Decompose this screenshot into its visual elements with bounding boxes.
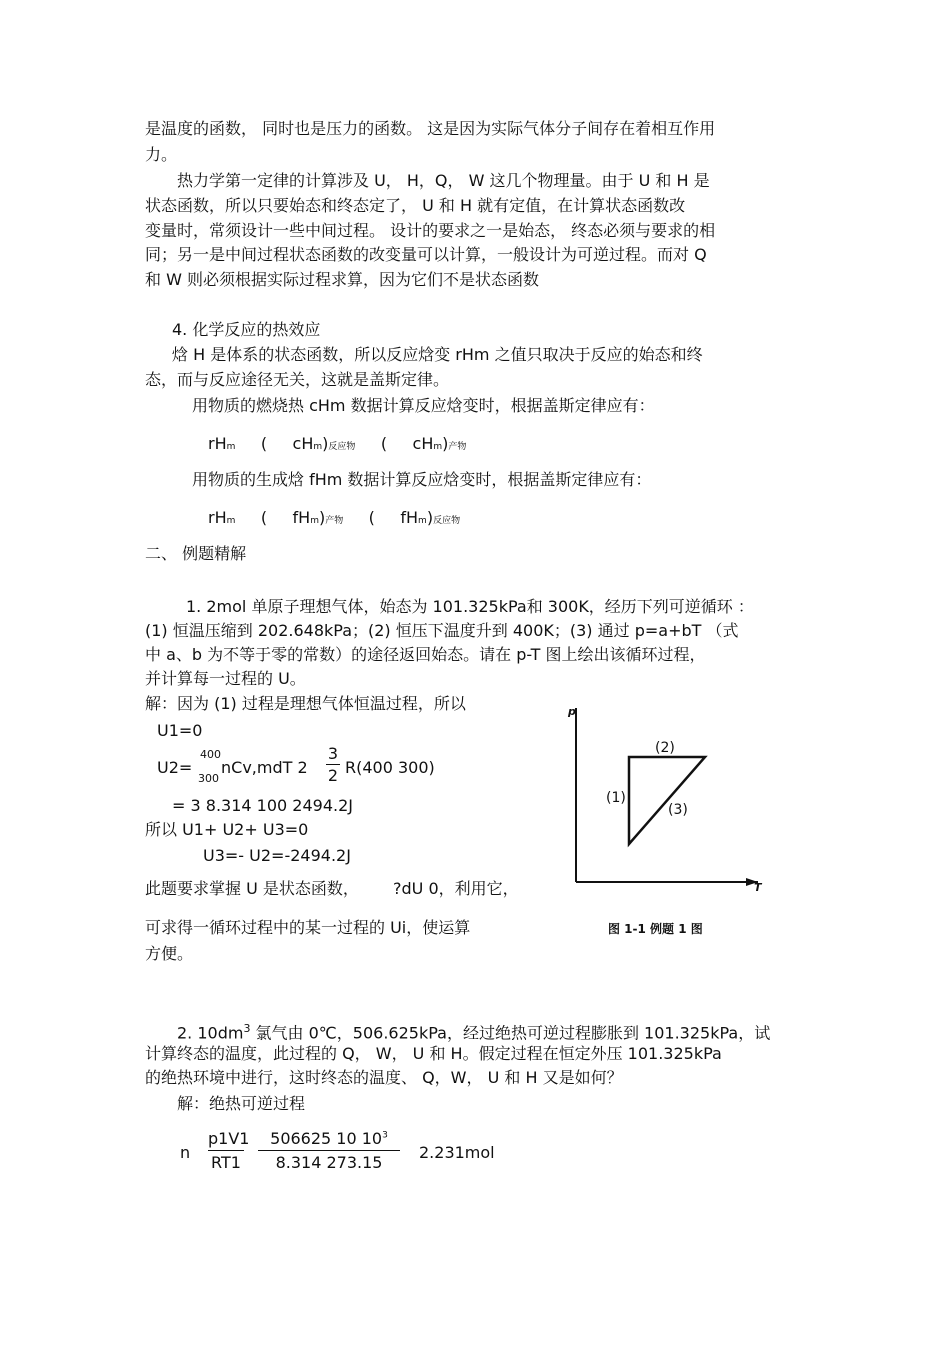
f2-f-sub: m <box>418 516 427 526</box>
numerator-text: 506625 10 10 <box>270 1129 383 1148</box>
path-label-1: (1) <box>606 790 626 806</box>
ex1-line3: 中 a、b 为不等于零的常数）的途径返回始态。请在 p-T 图上绘出该循环过程， <box>145 645 706 664</box>
ex1-solution-line1: 解：因为 (1) 过程是理想气体恒温过程，所以 <box>145 694 466 713</box>
para2-line3: 变量时，常须设计一些中间过程。 设计的要求之一是始态， 终态必须与要求的相 <box>145 221 716 240</box>
f1-c-sub: m <box>313 442 323 452</box>
section2-heading: 二、 例题精解 <box>145 544 247 563</box>
f2-g-sub: 反应物 <box>433 516 461 526</box>
ex2-line1-rest: 氯气由 0℃，506.625kPa，经过绝热可逆过程膨胀到 101.325kPa，试 <box>250 1023 771 1043</box>
para1-line1: 是温度的函数， 同时也是压力的函数。 这是因为实际气体分子间存在着相互作用 <box>145 119 716 138</box>
axis-label-t: T <box>754 881 762 894</box>
fraction-pv: p1V1 <box>208 1129 250 1148</box>
f2-f: fH <box>400 508 419 527</box>
f1-f-sub: m <box>433 442 443 452</box>
f1-b: ( <box>260 434 268 453</box>
f2-a-sub: m <box>226 516 236 526</box>
para2-line2: 状态函数，所以只要始态和终态定了， U 和 H 就有定值，在计算状态函数改 <box>145 196 686 215</box>
ex1-solution-note3: 方便。 <box>145 944 194 963</box>
section4-line3: 用物质的燃烧热 cHm 数据计算反应焓变时，根据盖斯定律应有： <box>192 396 655 415</box>
ex1-solution-u2-lhs: U2= <box>157 758 193 777</box>
fraction-bar <box>326 764 340 765</box>
ex1-solution-u3: U3=- U2=-2494.2J <box>203 846 351 865</box>
f1-d-sub: 反应物 <box>328 442 356 452</box>
pt-cycle-diagram <box>540 690 790 910</box>
ex2-line1-sup: 3 <box>243 1022 251 1035</box>
fraction-numeric-denominator: 8.314 273.15 <box>275 1153 383 1172</box>
ex1-solution-u2-value: = 3 8.314 100 2494.2J <box>172 796 353 815</box>
f2-c: fH <box>292 508 311 527</box>
integral-upper-limit: 400 <box>200 748 221 761</box>
f2-d-sub: 产物 <box>325 516 344 526</box>
f1-c: cH <box>292 434 314 453</box>
fraction-three-halves <box>326 744 340 785</box>
formula-formation <box>208 508 460 531</box>
figure-pt-cycle <box>540 690 790 970</box>
path-label-2: (2) <box>655 740 675 756</box>
section4-line4: 用物质的生成焓 fHm 数据计算反应焓变时，根据盖斯定律应有： <box>192 470 652 489</box>
f1-f: cH <box>412 434 434 453</box>
ex1-line2: (1) 恒温压缩到 202.648kPa；(2) 恒压下温度升到 400K；(3) 通过 p=a+bT （式 <box>145 621 739 640</box>
ex1-solution-u2-rhs: R(400 300) <box>345 758 435 777</box>
para2-line1: 热力学第一定律的计算涉及 U， H，Q， W 这几个物理量。由于 U 和 H 是 <box>177 171 710 190</box>
ex1-line4: 并计算每一过程的 U。 <box>145 669 306 688</box>
ex2-line1-start: 2. 10dm <box>177 1023 244 1043</box>
cycle-triangle <box>629 757 705 844</box>
f1-a: rH <box>208 434 227 453</box>
fraction-numeric <box>258 1129 400 1172</box>
ex1-solution-note1b: ?dU 0，利用它， <box>393 879 519 898</box>
numerator-sup: 3 <box>382 1130 388 1141</box>
fraction-pv-bar <box>208 1150 244 1151</box>
ex1-solution-u1: U1=0 <box>157 721 203 740</box>
ex1-solution-sum: 所以 U1+ U2+ U3=0 <box>145 820 309 839</box>
ex2-line1 <box>177 1019 770 1043</box>
formula-combustion <box>208 434 466 457</box>
section4-line1: 焓 H 是体系的状态函数，所以反应焓变 rHm 之值只取决于反应的始态和终 <box>172 345 703 364</box>
f1-g: ) <box>442 434 449 453</box>
section4-line2: 态，而与反应途径无关，这就是盖斯定律。 <box>145 370 450 389</box>
fraction-numeric-numerator <box>258 1129 400 1148</box>
axis-label-p: p <box>568 705 576 718</box>
figure-caption: 图 1-1 例题 1 图 <box>608 922 703 936</box>
f2-g: ) <box>426 508 434 527</box>
fraction-pv-rt <box>208 1129 250 1172</box>
ex2-n-symbol: n <box>180 1143 191 1162</box>
fraction-numerator: 3 <box>327 744 339 763</box>
fraction-rt: RT1 <box>211 1153 241 1172</box>
path-label-3: (3) <box>668 802 688 818</box>
ex2-result: 2.231mol <box>419 1143 495 1162</box>
ex1-solution-note2: 可求得一循环过程中的某一过程的 Ui，使运算 <box>145 918 471 937</box>
f1-e: ( <box>380 434 388 453</box>
integral-lower-limit: 300 <box>198 772 219 785</box>
f2-a: rH <box>208 508 227 527</box>
fraction-denominator: 2 <box>327 766 339 785</box>
para2-line5: 和 W 则必须根据实际过程求算，因为它们不是状态函数 <box>145 270 539 289</box>
section4-heading: 4. 化学反应的热效应 <box>172 320 321 339</box>
ex1-line1: 1. 2mol 单原子理想气体，始态为 101.325kPa和 300K，经历下列可逆循环 ： <box>186 597 754 616</box>
f2-b: ( <box>260 508 268 527</box>
ex2-line3: 的绝热环境中进行，这时终态的温度、 Q，W， U 和 H 又是如何？ <box>145 1068 623 1087</box>
f2-d: ) <box>318 508 326 527</box>
para2-line4: 同；另一是中间过程状态函数的改变量可以计算，一般设计为可逆过程。而对 Q <box>145 245 707 264</box>
f2-c-sub: m <box>310 516 319 526</box>
ex1-solution-u2-integrand: nCv,mdT 2 <box>221 758 308 777</box>
f1-g-sub: 产物 <box>448 442 467 452</box>
ex1-solution-note1a: 此题要求掌握 U 是状态函数， <box>145 879 359 898</box>
fraction-numeric-bar <box>258 1150 400 1151</box>
ex2-solution-heading: 解：绝热可逆过程 <box>177 1094 306 1113</box>
f2-e: ( <box>368 508 375 527</box>
para1-line2: 力。 <box>145 145 178 164</box>
f1-d: ) <box>322 434 329 453</box>
f1-a-sub: m <box>226 442 236 452</box>
ex2-line2: 计算终态的温度，此过程的 Q， W， U 和 H。假定过程在恒定外压 101.325kPa <box>145 1044 722 1063</box>
